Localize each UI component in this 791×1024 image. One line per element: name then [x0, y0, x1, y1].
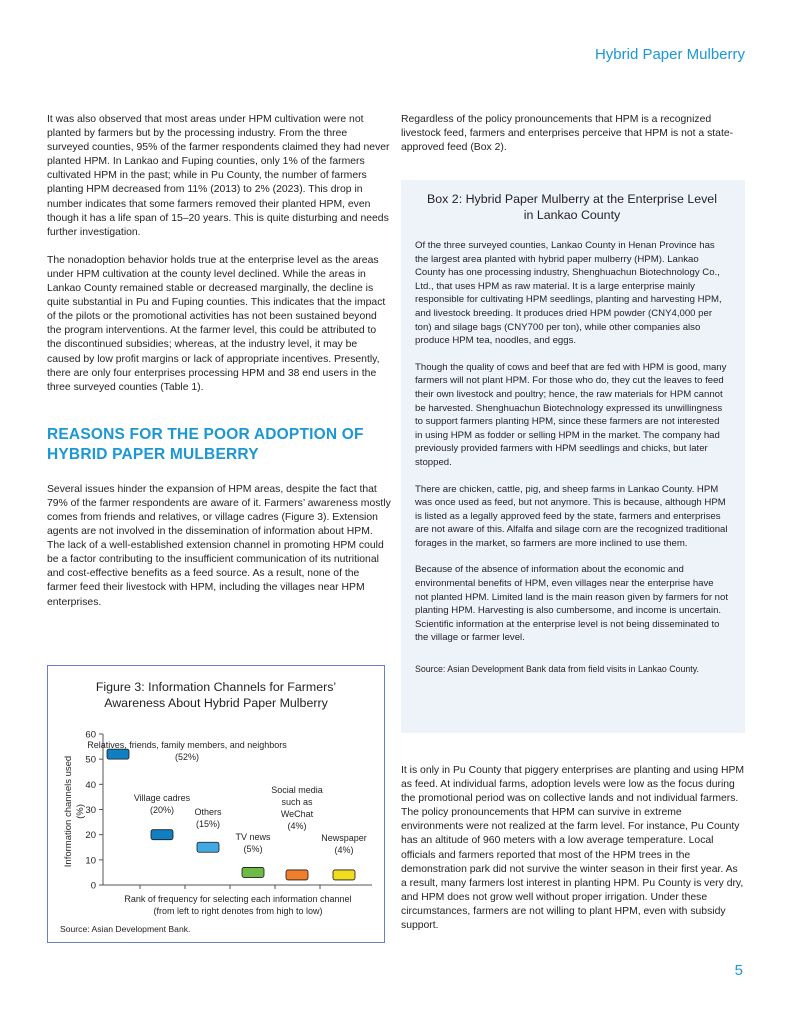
data-point-label: Relatives, friends, family members, and neighbors	[87, 740, 287, 750]
box-paragraph: Though the quality of cows and beef that are fed with HPM is good, many farmers will not plant HPM. For those who do, they cut the leaves to feed their own livestock and poultry; hence, the raw materials for HPM cannot be harvested. Shenghuachun Biotechnology expressed its unwillingness to support farmers planting HPM, since these farmers are not interested in using HPM as fodder or selling HPM in the market. The company had previously provided farmers with HPM seedlings and chicks, but later stopped.	[415, 361, 727, 468]
right-column-intro	[401, 113, 746, 169]
data-point-label: (52%)	[174, 752, 200, 762]
y-tick-label: 30	[85, 805, 96, 816]
box-paragraph: There are chicken, cattle, pig, and sheep farms in Lankao County. HPM was once used as feed, but not anymore. This is because, although HPM is listed as a legally approved feed by the state, farmers and enterprises are not aware of this. Alfalfa and silage corn are the recognized traditional forages in the market, so farmers are more inclined to use them.	[415, 483, 728, 549]
body-paragraph: Regardless of the policy pronouncements that HPM is a recognized livestock feed, farmers and enterprises perceive that HPM is not a state-approved feed (Box 2).	[401, 114, 734, 154]
y-tick-label: 10	[85, 855, 96, 867]
figure-source: Source: Asian Development Bank.	[60, 924, 191, 934]
data-point-label: (5%)	[243, 844, 263, 854]
data-point-label: WeChat	[280, 809, 314, 819]
data-point-label: (15%)	[195, 819, 221, 829]
data-point-marker	[242, 867, 264, 877]
data-point-marker	[107, 749, 129, 759]
figure-title-line: Awareness About Hybrid Paper Mulberry	[104, 695, 328, 710]
data-point-marker	[286, 870, 308, 880]
y-tick-label: 40	[85, 779, 96, 791]
data-point-label: (4%)	[334, 845, 354, 855]
running-header: Hybrid Paper Mulberry	[594, 46, 745, 63]
y-axis-title-line: (%)	[75, 804, 86, 819]
box-2	[401, 180, 745, 733]
data-point-label: Newspaper	[321, 833, 367, 843]
section-heading: REASONS FOR THE POOR ADOPTION OF HYBRID PAPER MULBERRY	[47, 425, 364, 463]
body-paragraph: Several issues hinder the expansion of HPM areas, despite the fact that 79% of the farmer respondents are aware of it. Farmers’ awareness mostly comes from friends and relatives, or village cadres (Figure 3). Extension agents are not involved in the dissemination of information about HPM. The lack of a well-established extension channel in promoting HPM could be a factor contributing to the insufficient communication of its nutritional and cost-effective benefits as a feed source. As a result, none of the farmer feed their livestock with HPM, including the villages near HPM enterprises.	[47, 483, 391, 608]
data-point-label: Social media	[271, 785, 323, 795]
box-paragraph: Because of the absence of information about the economic and environmental benefits of HPM, even villages near the enterprise have not planted HPM. Limited land is the main reason given by farmers for not planting HPM. Harvesting is also cumbersome, and income is uncertain. Scientific information at the enterprise level is not being disseminated to the village or farmer level.	[415, 564, 729, 644]
data-point-label: (4%)	[287, 821, 307, 831]
y-axis-title-line: Information channels used	[63, 755, 74, 868]
box-source: Source: Asian Development Bank data from field visits in Lankao County.	[415, 664, 699, 675]
data-point-marker	[333, 870, 355, 880]
body-paragraph: The nonadoption behavior holds true at the enterprise level as the areas under HPM cultivation at the county level declined. While the areas in Lankao County remained stable or decreased marginally, the decline is quite substantial in Pu and Fuping counties. This indicates that the impact of the pilots or the promotional activities has not been sustained beyond the program interventions. At the farmer level, this could be attributed to the discontinued subsidies; whereas, at the industry level, it may be caused by low profit margins or lack of appropriate incentives. Presently, there are only four enterprises processing HPM and 38 end users in the three surveyed counties (Table 1).	[47, 254, 386, 393]
figure-3	[47, 665, 385, 943]
data-point-marker	[151, 830, 173, 840]
y-tick-label: 50	[85, 754, 96, 766]
body-paragraph: It was also observed that most areas under HPM cultivation were not planted by farmers but by the processing industry. From the three surveyed counties, 95% of the farmer respondents claimed they had never planted HPM. In Lankao and Fuping counties, only 1% of the farmers cultivated HPM in the past; while in Pu County, the number of farmers planting HPM decreased from 11% (2013) to 2% (2023). This drop in number indicates that some farmers removed their planted HPM, even though it has a life span of 15–20 years. This is quite disturbing and needs further investigation.	[47, 114, 390, 238]
y-tick-label: 60	[85, 729, 96, 741]
data-point-label: Others	[194, 807, 222, 817]
data-point-label: TV news	[235, 832, 271, 842]
y-tick-label: 20	[85, 830, 96, 842]
x-axis-title-line: Rank of frequency for selecting each information channel	[124, 894, 352, 904]
figure-title-line: Figure 3: Information Channels for Farmers’	[95, 680, 337, 694]
x-axis-title-line: (from left to right denotes from high to low)	[153, 906, 323, 916]
box-paragraph: Of the three surveyed counties, Lankao County in Henan Province has the largest area planted with hybrid paper mulberry (HPM). Lankao County has one processing industry, Shenghuachun Biotechnology Co., Ltd., that uses HPM as raw material. It is a large enterprise mainly responsible for cultivating HPM seedlings, planting and harvesting HPM, and livestock breeding. It produces dried HPM powder (CNY4,000 per ton) and silage bags (CNY700 per ton), while other companies also produce HPM tea, noodles, and eggs.	[415, 240, 722, 347]
y-axis-title	[63, 756, 86, 867]
right-column-body	[401, 764, 746, 933]
left-column	[47, 113, 392, 624]
data-point-label: such as	[281, 797, 313, 807]
page-number: 5	[734, 962, 743, 979]
y-tick-label: 0	[90, 880, 96, 892]
data-point-label: Village cadres	[133, 793, 191, 803]
awareness-chart	[48, 666, 384, 922]
body-paragraph: It is only in Pu County that piggery enterprises are planting and using HPM as feed. At individual farms, adoption levels were low as the focus during the promotional period was on collective lands and not individual farmers. The policy pronouncements that HPM can survive in extreme environments were not realized at the farm level. For instance, Pu County has an altitude of 960 meters with a low average temperature. Local officials and farmers reported that most of the HPM trees in the demonstration park did not survive the winter season in their first year. As a result, many farmers lost interest in planting HPM. Pu County is very dry, and HPM does not grow well without proper irrigation. Under these circumstances, farmers are not willing to plant HPM, even with subsidy support.	[401, 765, 745, 932]
data-point-marker	[197, 842, 219, 852]
data-point-label: (20%)	[149, 805, 175, 815]
box-title: Box 2: Hybrid Paper Mulberry at the Enterprise Level in Lankao County	[427, 192, 717, 222]
